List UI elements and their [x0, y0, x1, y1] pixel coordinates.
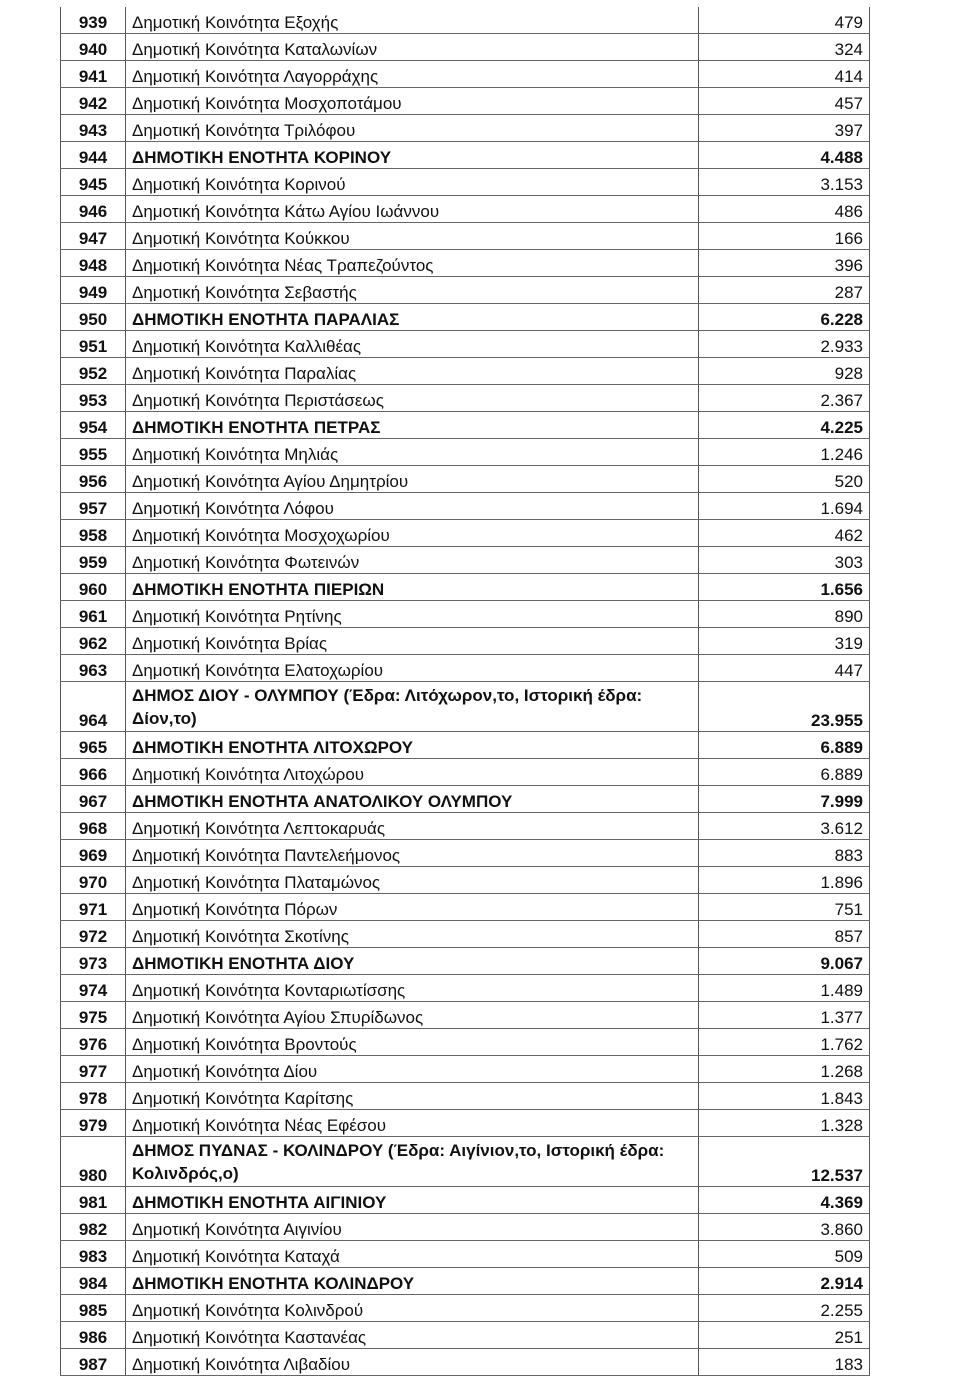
table-row — [61, 601, 870, 628]
community-name-cell: ΔΗΜΟΤΙΚΗ ΕΝΟΤΗΤΑ ΑΙΓΙΝΙΟΥ — [126, 1187, 699, 1214]
population-value-cell: 319 — [699, 628, 870, 655]
table-row — [61, 1110, 870, 1137]
community-name-cell: ΔΗΜΟΤΙΚΗ ΕΝΟΤΗΤΑ ΚΟΡΙΝΟΥ — [126, 142, 699, 169]
community-name-cell: Δημοτική Κοινότητα Μηλιάς — [126, 439, 699, 466]
table-row — [61, 7, 870, 34]
table-row — [61, 250, 870, 277]
row-number-cell: 982 — [61, 1214, 126, 1241]
row-number-cell: 969 — [61, 840, 126, 867]
table-row — [61, 1322, 870, 1349]
row-number-cell: 945 — [61, 169, 126, 196]
row-number-cell: 949 — [61, 277, 126, 304]
population-value-cell: 9.067 — [699, 948, 870, 975]
table-row — [61, 732, 870, 759]
table-row — [61, 975, 870, 1002]
population-value-cell: 447 — [699, 655, 870, 682]
community-name-cell: Δημοτική Κοινότητα Ρητίνης — [126, 601, 699, 628]
table-row — [61, 169, 870, 196]
row-number-cell: 976 — [61, 1029, 126, 1056]
row-number-cell: 942 — [61, 88, 126, 115]
community-name-cell: Δημοτική Κοινότητα Πόρων — [126, 894, 699, 921]
population-value-cell: 12.537 — [699, 1137, 870, 1187]
population-value-cell: 396 — [699, 250, 870, 277]
row-number-cell: 979 — [61, 1110, 126, 1137]
table-row — [61, 1295, 870, 1322]
community-name-cell: ΔΗΜΟΤΙΚΗ ΕΝΟΤΗΤΑ ΠΑΡΑΛΙΑΣ — [126, 304, 699, 331]
population-value-cell: 1.268 — [699, 1056, 870, 1083]
table-row — [61, 493, 870, 520]
row-number-cell: 950 — [61, 304, 126, 331]
population-value-cell: 1.489 — [699, 975, 870, 1002]
row-number-cell: 944 — [61, 142, 126, 169]
row-number-cell: 943 — [61, 115, 126, 142]
community-name-cell: Δημοτική Κοινότητα Τριλόφου — [126, 115, 699, 142]
population-value-cell: 183 — [699, 1349, 870, 1376]
population-value-cell: 2.367 — [699, 385, 870, 412]
row-number-cell: 974 — [61, 975, 126, 1002]
population-value-cell: 457 — [699, 88, 870, 115]
population-value-cell: 414 — [699, 61, 870, 88]
table-row — [61, 1214, 870, 1241]
table-row — [61, 628, 870, 655]
community-name-cell: ΔΗΜΟΤΙΚΗ ΕΝΟΤΗΤΑ ΠΕΤΡΑΣ — [126, 412, 699, 439]
row-number-cell: 971 — [61, 894, 126, 921]
row-number-cell: 977 — [61, 1056, 126, 1083]
row-number-cell: 984 — [61, 1268, 126, 1295]
row-number-cell: 956 — [61, 466, 126, 493]
table-row — [61, 1268, 870, 1295]
community-name-cell: Δημοτική Κοινότητα Κορινού — [126, 169, 699, 196]
row-number-cell: 952 — [61, 358, 126, 385]
table-row — [61, 1002, 870, 1029]
table-row — [61, 921, 870, 948]
community-name-cell: Δημοτική Κοινότητα Κούκκου — [126, 223, 699, 250]
table-row — [61, 1083, 870, 1110]
row-number-cell: 980 — [61, 1137, 126, 1187]
community-name-cell: Δημοτική Κοινότητα Μοσχοποτάμου — [126, 88, 699, 115]
community-name-cell: Δημοτική Κοινότητα Κονταριωτίσσης — [126, 975, 699, 1002]
population-value-cell: 890 — [699, 601, 870, 628]
population-value-cell: 1.656 — [699, 574, 870, 601]
community-name-cell: ΔΗΜΟΤΙΚΗ ΕΝΟΤΗΤΑ ΑΝΑΤΟΛΙΚΟΥ ΟΛΥΜΠΟΥ — [126, 786, 699, 813]
population-value-cell: 509 — [699, 1241, 870, 1268]
community-name-cell: Δημοτική Κοινότητα Καλλιθέας — [126, 331, 699, 358]
table-row — [61, 520, 870, 547]
population-value-cell: 397 — [699, 115, 870, 142]
table-row — [61, 682, 870, 732]
row-number-cell: 954 — [61, 412, 126, 439]
row-number-cell: 960 — [61, 574, 126, 601]
community-name-cell: Δημοτική Κοινότητα Λιβαδίου — [126, 1349, 699, 1376]
row-number-cell: 939 — [61, 7, 126, 34]
community-name-cell: Δημοτική Κοινότητα Λεπτοκαρυάς — [126, 813, 699, 840]
row-number-cell: 981 — [61, 1187, 126, 1214]
table-row — [61, 813, 870, 840]
table-row — [61, 223, 870, 250]
population-value-cell: 2.914 — [699, 1268, 870, 1295]
table-row — [61, 1056, 870, 1083]
row-number-cell: 941 — [61, 61, 126, 88]
row-number-cell: 953 — [61, 385, 126, 412]
row-number-cell: 983 — [61, 1241, 126, 1268]
population-value-cell: 2.255 — [699, 1295, 870, 1322]
community-name-cell: Δημοτική Κοινότητα Φωτεινών — [126, 547, 699, 574]
table-row — [61, 34, 870, 61]
community-name-cell: Δημοτική Κοινότητα Λαγορράχης — [126, 61, 699, 88]
table-body — [61, 7, 870, 1376]
community-name-cell: ΔΗΜΟΤΙΚΗ ΕΝΟΤΗΤΑ ΛΙΤΟΧΩΡΟΥ — [126, 732, 699, 759]
population-value-cell: 1.843 — [699, 1083, 870, 1110]
population-value-cell: 1.377 — [699, 1002, 870, 1029]
community-name-cell: Δημοτική Κοινότητα Αγίου Σπυρίδωνος — [126, 1002, 699, 1029]
row-number-cell: 987 — [61, 1349, 126, 1376]
table-row — [61, 786, 870, 813]
population-value-cell: 1.246 — [699, 439, 870, 466]
community-name-cell: Δημοτική Κοινότητα Αιγινίου — [126, 1214, 699, 1241]
population-value-cell: 303 — [699, 547, 870, 574]
population-value-cell: 883 — [699, 840, 870, 867]
population-value-cell: 166 — [699, 223, 870, 250]
row-number-cell: 965 — [61, 732, 126, 759]
community-name-cell: Δημοτική Κοινότητα Περιστάσεως — [126, 385, 699, 412]
community-name-cell: ΔΗΜΟΣ ΠΥΔΝΑΣ - ΚΟΛΙΝΔΡΟΥ (Έδρα: Αιγίνιον,το, Ιστορική έδρα: Κολινδρός,ο) — [126, 1137, 699, 1187]
population-value-cell: 1.694 — [699, 493, 870, 520]
row-number-cell: 967 — [61, 786, 126, 813]
community-name-cell: ΔΗΜΟΤΙΚΗ ΕΝΟΤΗΤΑ ΠΙΕΡΙΩΝ — [126, 574, 699, 601]
table-row — [61, 867, 870, 894]
community-name-cell: Δημοτική Κοινότητα Καρίτσης — [126, 1083, 699, 1110]
population-value-cell: 4.488 — [699, 142, 870, 169]
community-name-cell: Δημοτική Κοινότητα Κάτω Αγίου Ιωάννου — [126, 196, 699, 223]
table-row — [61, 439, 870, 466]
row-number-cell: 970 — [61, 867, 126, 894]
population-value-cell: 324 — [699, 34, 870, 61]
population-value-cell: 1.896 — [699, 867, 870, 894]
population-value-cell: 3.860 — [699, 1214, 870, 1241]
community-name-cell: Δημοτική Κοινότητα Παντελεήμονος — [126, 840, 699, 867]
table-row — [61, 358, 870, 385]
row-number-cell: 978 — [61, 1083, 126, 1110]
row-number-cell: 961 — [61, 601, 126, 628]
community-name-cell: Δημοτική Κοινότητα Μοσχοχωρίου — [126, 520, 699, 547]
row-number-cell: 959 — [61, 547, 126, 574]
population-value-cell: 7.999 — [699, 786, 870, 813]
row-number-cell: 946 — [61, 196, 126, 223]
community-name-cell: Δημοτική Κοινότητα Νέας Εφέσου — [126, 1110, 699, 1137]
community-name-cell: Δημοτική Κοινότητα Ελατοχωρίου — [126, 655, 699, 682]
population-value-cell: 4.369 — [699, 1187, 870, 1214]
table-row — [61, 840, 870, 867]
row-number-cell: 958 — [61, 520, 126, 547]
community-name-cell: ΔΗΜΟΤΙΚΗ ΕΝΟΤΗΤΑ ΚΟΛΙΝΔΡΟΥ — [126, 1268, 699, 1295]
population-value-cell: 6.228 — [699, 304, 870, 331]
population-value-cell: 3.612 — [699, 813, 870, 840]
population-value-cell: 751 — [699, 894, 870, 921]
community-name-cell: Δημοτική Κοινότητα Νέας Τραπεζούντος — [126, 250, 699, 277]
community-name-cell: ΔΗΜΟΤΙΚΗ ΕΝΟΤΗΤΑ ΔΙΟΥ — [126, 948, 699, 975]
table-row — [61, 385, 870, 412]
table-row — [61, 574, 870, 601]
table-row — [61, 88, 870, 115]
row-number-cell: 975 — [61, 1002, 126, 1029]
community-name-cell: Δημοτική Κοινότητα Καστανέας — [126, 1322, 699, 1349]
community-name-cell: Δημοτική Κοινότητα Πλαταμώνος — [126, 867, 699, 894]
table-row — [61, 466, 870, 493]
row-number-cell: 951 — [61, 331, 126, 358]
community-name-cell: Δημοτική Κοινότητα Σεβαστής — [126, 277, 699, 304]
community-name-cell: Δημοτική Κοινότητα Σκοτίνης — [126, 921, 699, 948]
row-number-cell: 966 — [61, 759, 126, 786]
population-value-cell: 4.225 — [699, 412, 870, 439]
population-value-cell: 857 — [699, 921, 870, 948]
table-row — [61, 1137, 870, 1187]
table-row — [61, 412, 870, 439]
row-number-cell: 964 — [61, 682, 126, 732]
population-value-cell: 520 — [699, 466, 870, 493]
table-row — [61, 304, 870, 331]
community-name-cell: Δημοτική Κοινότητα Καταχά — [126, 1241, 699, 1268]
row-number-cell: 963 — [61, 655, 126, 682]
table-row — [61, 547, 870, 574]
community-name-cell: Δημοτική Κοινότητα Καταλωνίων — [126, 34, 699, 61]
community-name-cell: Δημοτική Κοινότητα Αγίου Δημητρίου — [126, 466, 699, 493]
community-name-cell: Δημοτική Κοινότητα Λιτοχώρου — [126, 759, 699, 786]
row-number-cell: 940 — [61, 34, 126, 61]
community-name-cell: Δημοτική Κοινότητα Εξοχής — [126, 7, 699, 34]
table-row — [61, 115, 870, 142]
row-number-cell: 985 — [61, 1295, 126, 1322]
population-value-cell: 251 — [699, 1322, 870, 1349]
table-row — [61, 331, 870, 358]
table-row — [61, 759, 870, 786]
population-value-cell: 1.762 — [699, 1029, 870, 1056]
community-name-cell: Δημοτική Κοινότητα Κολινδρού — [126, 1295, 699, 1322]
population-table — [60, 7, 870, 1376]
community-name-cell: Δημοτική Κοινότητα Δίου — [126, 1056, 699, 1083]
community-name-cell: Δημοτική Κοινότητα Βρίας — [126, 628, 699, 655]
population-value-cell: 3.153 — [699, 169, 870, 196]
population-value-cell: 1.328 — [699, 1110, 870, 1137]
population-value-cell: 479 — [699, 7, 870, 34]
population-value-cell: 2.933 — [699, 331, 870, 358]
table-row — [61, 1029, 870, 1056]
community-name-cell: Δημοτική Κοινότητα Βροντούς — [126, 1029, 699, 1056]
row-number-cell: 973 — [61, 948, 126, 975]
table-row — [61, 142, 870, 169]
community-name-cell: ΔΗΜΟΣ ΔΙΟΥ - ΟΛΥΜΠΟΥ (Έδρα: Λιτόχωρον,το, Ιστορική έδρα: Δίον,το) — [126, 682, 699, 732]
table-row — [61, 61, 870, 88]
row-number-cell: 972 — [61, 921, 126, 948]
community-name-cell: Δημοτική Κοινότητα Παραλίας — [126, 358, 699, 385]
row-number-cell: 968 — [61, 813, 126, 840]
table-row — [61, 948, 870, 975]
table-row — [61, 1349, 870, 1376]
population-value-cell: 6.889 — [699, 732, 870, 759]
population-value-cell: 287 — [699, 277, 870, 304]
table-row — [61, 894, 870, 921]
community-name-cell: Δημοτική Κοινότητα Λόφου — [126, 493, 699, 520]
population-value-cell: 23.955 — [699, 682, 870, 732]
row-number-cell: 962 — [61, 628, 126, 655]
row-number-cell: 947 — [61, 223, 126, 250]
row-number-cell: 986 — [61, 1322, 126, 1349]
table-row — [61, 1241, 870, 1268]
population-value-cell: 486 — [699, 196, 870, 223]
row-number-cell: 948 — [61, 250, 126, 277]
table-row — [61, 277, 870, 304]
population-value-cell: 928 — [699, 358, 870, 385]
row-number-cell: 955 — [61, 439, 126, 466]
population-value-cell: 462 — [699, 520, 870, 547]
row-number-cell: 957 — [61, 493, 126, 520]
population-value-cell: 6.889 — [699, 759, 870, 786]
table-row — [61, 655, 870, 682]
table-row — [61, 196, 870, 223]
table-row — [61, 1187, 870, 1214]
